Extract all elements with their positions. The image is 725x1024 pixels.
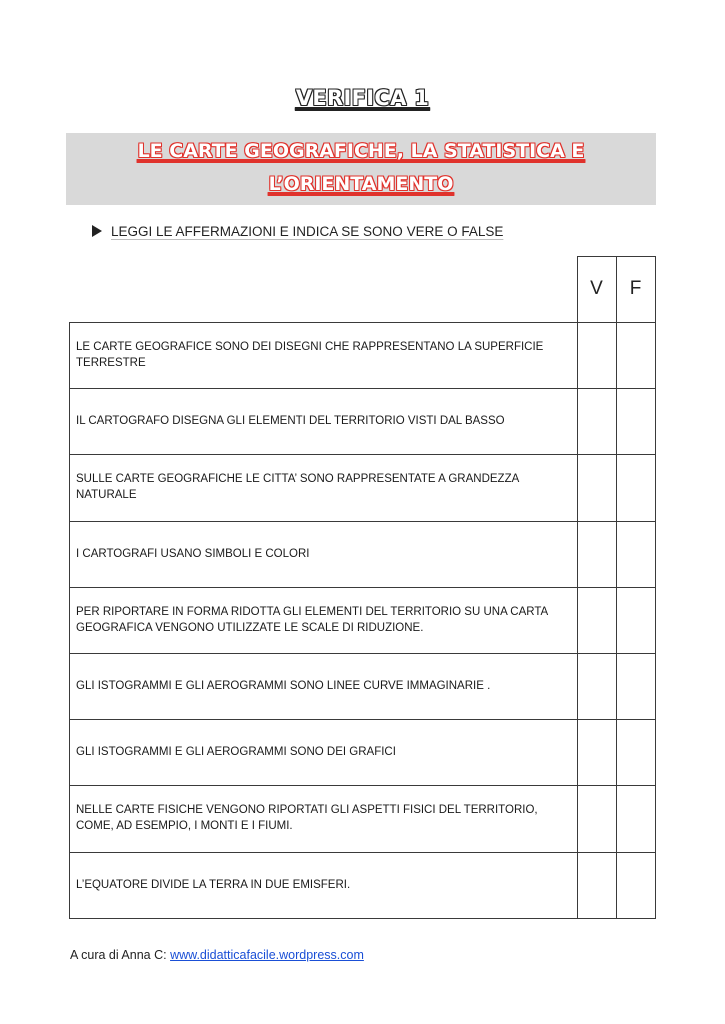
answer-cell-false[interactable] [617, 323, 655, 388]
answer-cell-true[interactable] [578, 323, 616, 388]
answer-cell-true[interactable] [578, 588, 616, 653]
answer-cell-false[interactable] [617, 720, 655, 785]
banner-line-2: L’ORIENTAMENTO [268, 173, 454, 195]
statement-text: GLI ISTOGRAMMI E GLI AEROGRAMMI SONO LINEE CURVE IMMAGINARIE . [76, 680, 491, 692]
footer-link[interactable]: www.didatticafacile.wordpress.com [170, 948, 364, 962]
statement-text: NELLE CARTE FISICHE VENGONO RIPORTATI GLI ASPETTI FISICI DEL TERRITORIO, COME, AD ESEMPIO, I MONTI E I FIUMI. [76, 804, 538, 832]
statement-text: IL CARTOGRAFO DISEGNA GLI ELEMENTI DEL TERRITORIO VISTI DAL BASSO [76, 415, 505, 427]
page-title: VERIFICA 1 [295, 86, 430, 110]
answer-cell-false[interactable] [617, 522, 655, 587]
answer-cell-false[interactable] [617, 389, 655, 454]
answer-cell-true[interactable] [578, 522, 616, 587]
instruction-text: LEGGI LE AFFERMAZIONI E INDICA SE SONO VERE O FALSE [111, 223, 504, 239]
answer-cell-true[interactable] [578, 720, 616, 785]
answer-cell-false[interactable] [617, 455, 655, 520]
statement-text: PER RIPORTARE IN FORMA RIDOTTA GLI ELEMENTI DEL TERRITORIO SU UNA CARTA GEOGRAFICA VENGONO UTILIZZATE LE SCALE DI RIDUZIONE. [76, 606, 548, 634]
answer-cell-false[interactable] [617, 786, 655, 851]
table-left-border [69, 322, 70, 919]
statement-text: SULLE CARTE GEOGRAFICHE LE CITTA’ SONO RAPPRESENTATE A GRANDEZZA NATURALE [76, 473, 519, 501]
statement-text: I CARTOGRAFI USANO SIMBOLI E COLORI [76, 548, 310, 560]
statement-text: LE CARTE GEOGRAFICE SONO DEI DISEGNI CHE RAPPRESENTANO LA SUPERFICIE TERRESTRE [76, 341, 544, 369]
answer-cell-false[interactable] [617, 654, 655, 719]
banner-line-1: LE CARTE GEOGRAFICHE, LA STATISTICA E [137, 140, 585, 162]
answer-cell-true[interactable] [578, 455, 616, 520]
footer-credit: A cura di Anna C: [70, 948, 171, 962]
answer-cell-true[interactable] [578, 389, 616, 454]
answer-cell-false[interactable] [617, 853, 655, 918]
column-header-false: F [629, 278, 642, 299]
table-bottom-border [69, 918, 656, 919]
answer-cell-true[interactable] [578, 786, 616, 851]
statement-text: GLI ISTOGRAMMI E GLI AEROGRAMMI SONO DEI GRAFICI [76, 746, 396, 758]
column-header-true: V [590, 278, 603, 299]
answer-cell-true[interactable] [578, 853, 616, 918]
footer [70, 948, 364, 962]
answer-cell-false[interactable] [617, 588, 655, 653]
answer-cell-true[interactable] [578, 654, 616, 719]
statement-text: L’EQUATORE DIVIDE LA TERRA IN DUE EMISFERI. [76, 879, 351, 891]
